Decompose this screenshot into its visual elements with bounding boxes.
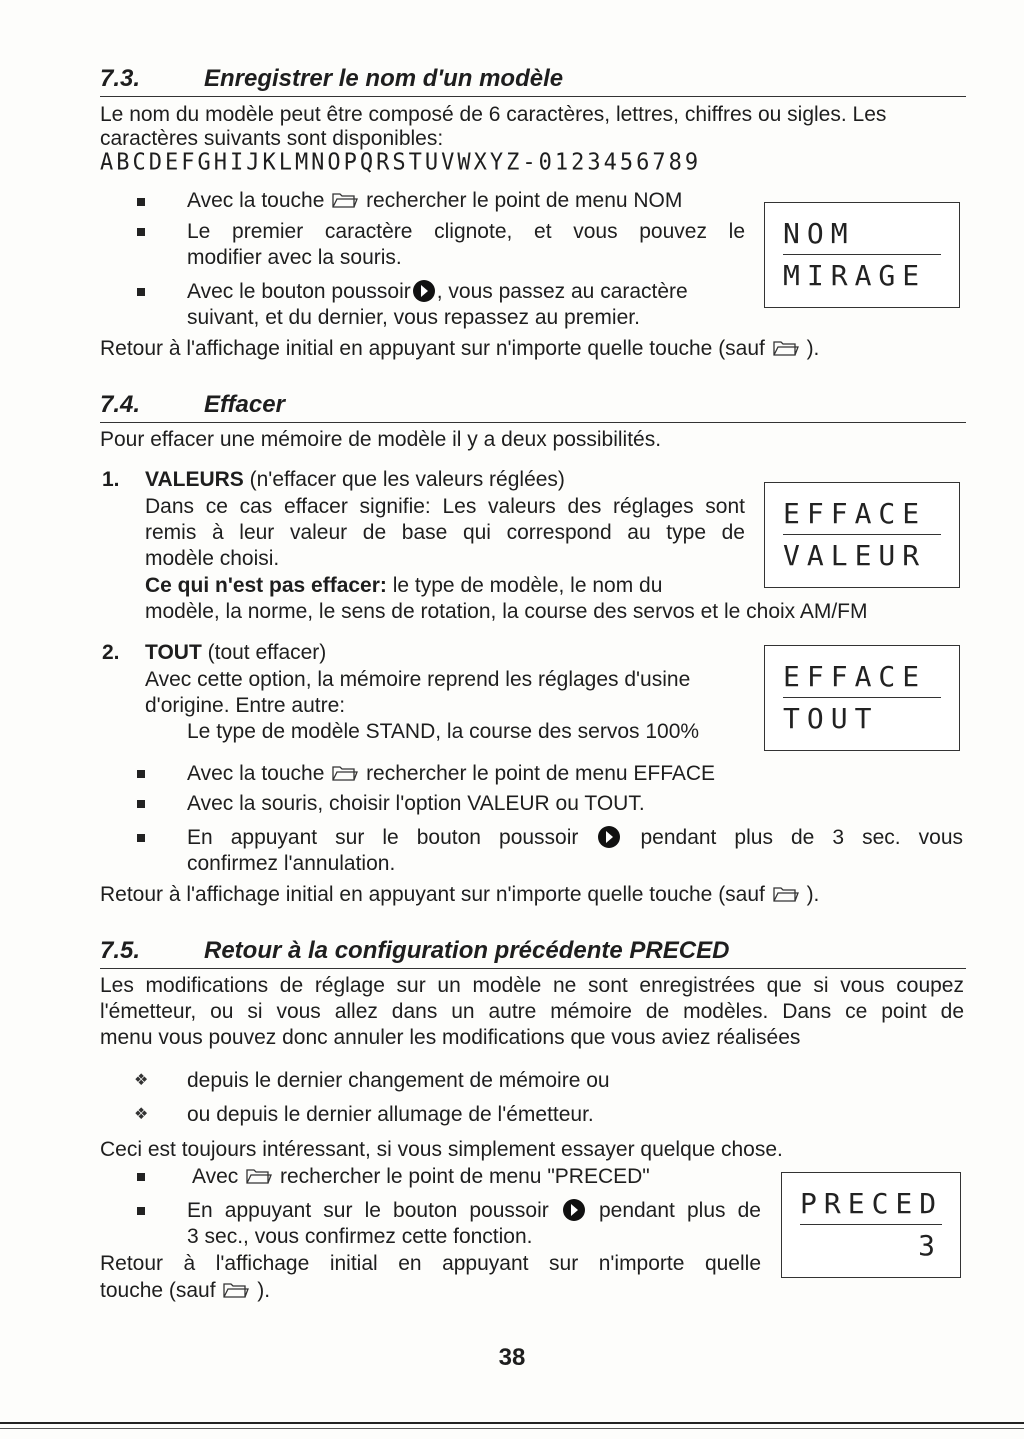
lcd-line-top: PRECED [800,1187,944,1220]
paragraph-line: Le type de modèle STAND, la course des servos 100% [187,720,700,743]
list-item: Le premier caractère clignote, et vous pouvez le [187,220,745,243]
list-item [187,279,688,305]
bullet-icon [137,1173,145,1181]
note-text: ). [806,883,820,906]
section-number: 7.4. [100,391,141,418]
paragraph-line: Avec cette option, la mémoire reprend les réglages d'usine [145,668,691,691]
paragraph-line: Les modifications de réglage sur un modèle ne sont enregistrées que si vous coupez [100,974,964,997]
list-item-text: pendant plus de [598,1199,761,1222]
bullet-icon [137,1207,145,1215]
item-heading-bold: VALEURS [145,468,244,491]
list-item [187,1198,761,1224]
item-heading-bold: TOUT [145,641,202,664]
list-item: depuis le dernier changement de mémoire ou [187,1069,610,1092]
item-number: 2. [102,641,120,664]
lcd-display-preced [781,1172,961,1278]
lcd-separator [783,534,941,535]
paragraph-line: modèle, la norme, le sens de rotation, la course des servos et le choix AM/FM [145,600,868,623]
paragraph-line [145,573,662,599]
list-item-line: suivant, et du dernier, vous repassez au premier. [187,306,640,329]
list-item-text: pendant plus de 3 sec. vous [640,826,963,849]
paragraph-text: le type de modèle, le nom du [386,574,663,597]
lcd-line-bottom: MIRAGE [783,259,927,292]
paragraph-line: menu vous pouvez donc annuler les modifications que vous aviez réalisées [100,1026,801,1049]
lcd-line-top: NOM [783,217,855,250]
list-item-text: Avec le bouton poussoir [187,280,411,303]
lcd-separator [783,254,941,255]
lcd-separator [783,697,941,698]
section-title: Enregistrer le nom d'un modèle [204,65,564,92]
section-number: 7.3. [100,65,141,92]
list-item-text: , vous passez au caractère [436,280,688,303]
lcd-line-top: EFFACE [783,660,927,693]
list-item-text: En appuyant sur le bouton poussoir [187,826,579,849]
footer-rule [0,1422,1024,1424]
bullet-icon [137,770,145,778]
list-item [192,1164,650,1190]
lcd-display-nom [764,202,960,308]
section-number: 7.5. [100,937,141,964]
lcd-display-efface-valeur [764,482,960,588]
folder-key-icon [246,1167,272,1185]
list-item: Avec la souris, choisir l'option VALEUR ou TOUT. [187,792,645,815]
push-button-icon [563,1199,585,1221]
lcd-separator [800,1224,942,1225]
paragraph-line: modèle choisi. [145,547,280,570]
lcd-charset: ABCDEFGHIJKLMNOPQRSTUVWXYZ-0123456789 [100,149,702,176]
lcd-line-top: EFFACE [783,497,927,530]
note-text: ). [257,1279,271,1302]
lcd-line-bottom: TOUT [783,702,879,735]
section-header-7-5 [100,936,966,969]
list-item-line: confirmez l'annulation. [187,852,396,875]
paragraph-line: d'origine. Entre autre: [145,694,346,717]
push-button-icon [598,826,620,848]
list-item-text: Avec [192,1165,239,1188]
return-note: Retour à l'affichage initial en appuyant sur n'importe quelle [100,1252,761,1275]
section-header-7-4 [100,390,966,423]
folder-key-icon [332,764,358,782]
paragraph-line: Le nom du modèle peut être composé de 6 caractères, lettres, chiffres ou sigles. Les [100,103,887,126]
emphasis-text: Ce qui n'est pas effacer: [145,574,387,597]
paragraph-line: remis à leur valeur de base qui correspond au type de [145,521,745,544]
footer-rule [0,1428,1024,1429]
note-text: touche (sauf [100,1279,216,1302]
bullet-icon [137,800,145,808]
paragraph-line: caractères suivants sont disponibles: [100,127,444,150]
diamond-bullet-icon: ❖ [134,1072,149,1089]
paragraph-line: Pour effacer une mémoire de modèle il y a deux possibilités. [100,428,662,451]
list-item-text: Avec la touche [187,762,325,785]
item-heading-text: (n'effacer que les valeurs réglées) [243,468,565,491]
bullet-icon [137,288,145,296]
list-item [187,188,682,214]
note-text: Retour à l'affichage initial en appuyant sur n'importe quelle touche (sauf [100,337,765,360]
section-title: Effacer [204,391,285,418]
lcd-display-efface-tout [764,645,960,751]
lcd-line-bottom: 3 [918,1229,942,1262]
paragraph-line: l'émetteur, ou si vous allez dans un autre mémoire de modèles. Dans ce point de [100,1000,964,1023]
folder-key-icon [332,191,358,209]
list-item-text: rechercher le point de menu NOM [366,189,683,212]
section-title: Retour à la configuration précédente PRECED [204,937,730,964]
page-number: 38 [498,1344,526,1371]
bullet-icon [137,834,145,842]
note-text: Retour à l'affichage initial en appuyant sur n'importe quelle touche (sauf [100,883,765,906]
folder-key-icon [223,1281,249,1299]
item-number: 1. [102,468,120,491]
item-heading [145,467,565,493]
list-item [187,825,963,851]
folder-key-icon [773,339,799,357]
bullet-icon [137,228,145,236]
bullet-icon [137,198,145,206]
list-item-text: Avec la touche [187,189,325,212]
list-item-line: 3 sec., vous confirmez cette fonction. [187,1225,533,1248]
item-heading-text: (tout effacer) [201,641,327,664]
list-item [187,761,715,787]
folder-key-icon [773,885,799,903]
note-text: ). [806,337,820,360]
return-note [100,882,819,908]
return-note-line [100,1278,270,1304]
paragraph-line: Ceci est toujours intéressant, si vous simplement essayer quelque chose. [100,1138,783,1161]
paragraph-line: Dans ce cas effacer signifie: Les valeurs des réglages sont [145,495,745,518]
diamond-bullet-icon: ❖ [134,1106,149,1123]
return-note [100,336,819,362]
push-button-icon [413,280,435,302]
list-item-text: rechercher le point de menu EFFACE [366,762,716,785]
item-heading [145,640,326,666]
section-header-7-3 [100,64,966,97]
list-item-line: modifier avec la souris. [187,246,402,269]
lcd-line-bottom: VALEUR [783,539,927,572]
list-item-text: En appuyant sur le bouton poussoir [187,1199,549,1222]
list-item-text: rechercher le point de menu "PRECED" [280,1165,650,1188]
list-item: ou depuis le dernier allumage de l'émetteur. [187,1103,594,1126]
